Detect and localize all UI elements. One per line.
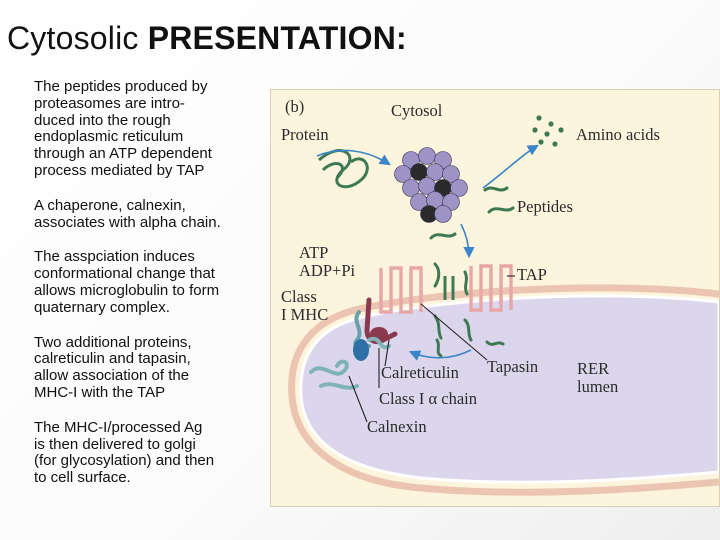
text-column: [34, 79, 266, 505]
proteasome: [395, 148, 468, 223]
cytosol-label: Cytosol: [391, 101, 443, 120]
title-main: PRESENTATION:: [147, 20, 407, 56]
panel-label: (b): [285, 97, 305, 116]
slide-title: [7, 20, 407, 57]
mhc-pathway-figure: [270, 89, 720, 507]
paragraph-peptides: The peptides produced by proteasomes are intro- duced into the rough endoplasmic reticulum through an ATP dependent process mediated by TAP: [34, 78, 212, 179]
rer-label-line2: lumen: [577, 377, 619, 396]
adp-pi-label: ADP+Pi: [299, 261, 356, 280]
tap-label: TAP: [517, 265, 547, 284]
title-prefix: Cytosolic: [7, 20, 148, 56]
paragraph-chaperone: A chaperone, calnexin, associates with alpha chain.: [34, 196, 221, 231]
protein-squiggle: [319, 151, 367, 187]
rer-label-line1: RER: [577, 359, 610, 378]
er-lumen: [301, 296, 719, 482]
figure-illustration: [271, 90, 719, 506]
amino-acid-dots: [532, 115, 563, 146]
protein-label: Protein: [281, 125, 329, 144]
class-mhc-label-line2: I MHC: [281, 305, 329, 324]
calreticulin-label: Calreticulin: [381, 363, 459, 382]
class-mhc-label-line1: Class: [281, 287, 317, 306]
peptides-label: Peptides: [517, 197, 573, 216]
atp-label: ATP: [299, 243, 329, 262]
calreticulin-shape: [353, 339, 369, 361]
calnexin-label: Calnexin: [367, 417, 427, 436]
tapasin-label: Tapasin: [487, 357, 539, 376]
paragraph-delivery: The MHC-I/processed Ag is then delivered to golgi (for glycosylation) and then to cell surface.: [34, 418, 215, 487]
paragraph-association: The asspciation induces conformational change that allows microglobulin to form quaternary complex.: [34, 248, 220, 316]
class-alpha-chain-label: Class I α chain: [379, 389, 478, 408]
amino-acids-label: Amino acids: [576, 125, 660, 144]
paragraph-additional-proteins: Two additional proteins, calreticulin and tapasin, allow association of the MHC-I with the TAP: [34, 333, 192, 401]
